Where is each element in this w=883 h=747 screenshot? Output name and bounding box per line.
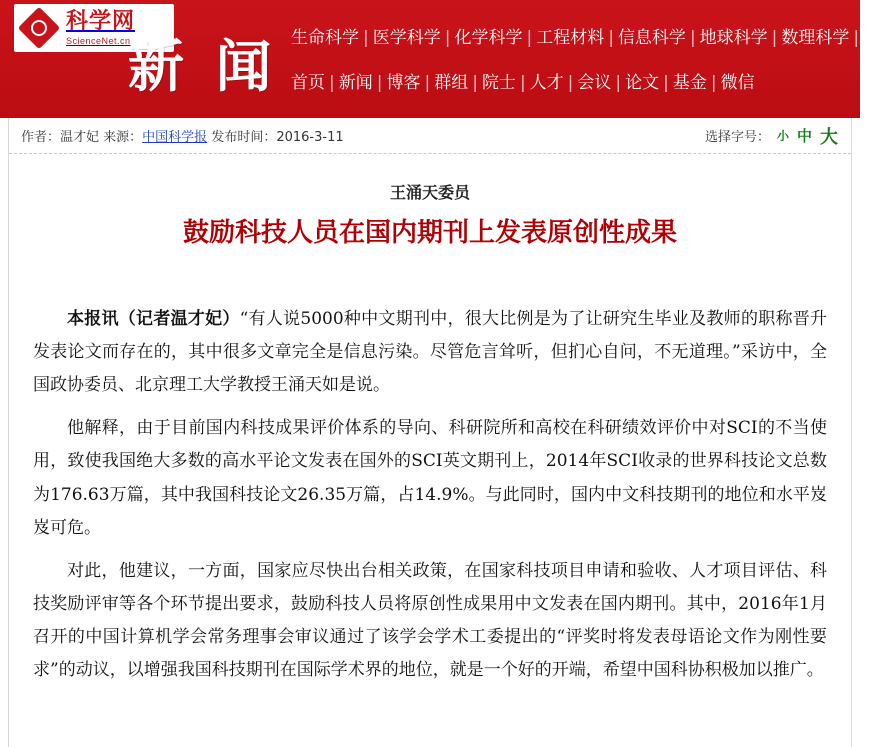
nav-separator: | (615, 73, 622, 93)
publish-time-label: 发布时间： (207, 130, 277, 145)
nav-separator: | (853, 28, 860, 48)
nav-item-conference[interactable]: 会议 (577, 73, 612, 93)
font-size-medium-button[interactable]: 中 (796, 127, 812, 145)
nav-item-home[interactable]: 首页 (291, 73, 325, 93)
nav-item-wechat[interactable]: 微信 (720, 73, 755, 93)
nav-item-funding[interactable]: 基金 (672, 73, 707, 93)
article (9, 154, 851, 687)
font-size-small-button[interactable]: 小 (776, 129, 789, 143)
nav-item-engineering-materials[interactable]: 工程材料 (536, 28, 605, 48)
article-body (33, 303, 827, 688)
paragraph-text: “有人说5000种中文期刊中，很大比例是为了让研究生毕业及教师的职称晋升发表论文而存在的，其中很多文章完全是信息污染。尽管危言耸听，但扪心自问，不无道理。”采访中，全国政协委员、北京理工大学教授王涌天如是说。 (33, 308, 827, 396)
article-meta-bar (9, 118, 851, 154)
logo-text (66, 8, 136, 46)
nav-item-life-science[interactable]: 生命科学 (291, 28, 359, 48)
site-header (0, 0, 881, 118)
channel-title-news: 新 闻 (128, 35, 278, 100)
paragraph-text: 他解释，由于目前国内科技成果评价体系的导向、科研院所和高校在科研绩效评价中对SCI的不当使用，致使我国绝大多数的高水平论文发表在国外的SCI英文期刊上，2014年SCI收录的世界科技论文总数为176.63万篇，其中我国科技论文26.35万篇，占14.9%。与此同时，国内中文科技期刊的地位和水平岌岌可危。 (33, 418, 827, 538)
nav-separator: | (710, 73, 717, 93)
nav-separator: | (771, 28, 778, 48)
article-subtitle: 王涌天委员 (389, 183, 470, 202)
font-size-label: 选择字号： (704, 130, 770, 145)
font-size-large-button[interactable]: 大 (820, 126, 838, 148)
nav-row-sections (288, 75, 883, 92)
nav-item-group[interactable]: 群组 (434, 73, 469, 93)
nav-item-academician[interactable]: 院士 (481, 73, 516, 93)
nav-item-math-physics[interactable]: 数理科学 (781, 28, 850, 48)
nav-separator: | (519, 73, 526, 93)
author-name: 温才妃 (60, 130, 100, 145)
nav-separator: | (608, 28, 614, 48)
nav-separator: | (567, 73, 574, 93)
logo-title-cn: 科学网 (66, 8, 136, 34)
sciencenet-diamond-icon (18, 7, 60, 49)
nav-separator: | (444, 28, 451, 48)
article-paragraph (33, 555, 827, 688)
content-frame (8, 118, 852, 747)
nav-item-talent[interactable]: 人才 (529, 73, 564, 93)
article-paragraph (33, 412, 827, 545)
nav-item-management[interactable]: 管 (863, 28, 881, 48)
nav-item-papers[interactable]: 论文 (625, 73, 660, 93)
page-title: 鼓励科技人员在国内期刊上发表原创性成果 (182, 218, 677, 248)
nav-separator: | (376, 73, 383, 93)
font-size-selector (705, 123, 839, 149)
nav-item-chemical-science[interactable]: 化学科学 (454, 28, 523, 48)
logo-title-en: ScienceNet.cn (66, 35, 131, 46)
nav-item-blog[interactable]: 博客 (386, 73, 421, 93)
nav-row-categories (288, 30, 883, 47)
article-meta-left (21, 126, 705, 145)
paragraph-text: 对此，他建议，一方面，国家应尽快出台相关政策，在国家科技项目申请和验收、人才项目评估、科技奖励评审等各个环节提出要求，鼓励科技人员将原创性成果用中文发表在国内期刊。其中，2016年1月召开的中国计算机学会常务理事会审议通过了该学会学术工委提出的“评奖时将发表母语论文作为刚性要求”的动议，以增强我国科技期刊在国际学术界的地位，就是一个好的开端，希望中国科协积极加以推广。 (33, 560, 827, 681)
article-paragraph (33, 303, 827, 402)
nav-separator: | (689, 28, 696, 48)
nav-item-medical-science[interactable]: 医学科学 (372, 28, 441, 48)
nav-item-information-science[interactable]: 信息科学 (617, 28, 686, 48)
nav-separator: | (329, 73, 335, 93)
nav-separator: | (663, 73, 669, 93)
source-link[interactable]: 中国科学报 (142, 130, 208, 145)
nav-separator: | (363, 28, 369, 48)
nav-separator: | (472, 73, 478, 93)
nav-item-earth-science[interactable]: 地球科学 (699, 28, 768, 48)
nav-separator: | (424, 73, 431, 93)
source-label: 来源： (99, 130, 143, 145)
publish-time: 2016-3-11 (276, 130, 344, 145)
site-brand (0, 0, 284, 118)
nav-separator: | (526, 28, 533, 48)
author-label: 作者： (21, 130, 61, 145)
nav-item-news[interactable]: 新闻 (338, 73, 373, 93)
paragraph-lead: 本报讯（记者温才妃） (67, 308, 240, 329)
site-navigation (284, 0, 883, 118)
